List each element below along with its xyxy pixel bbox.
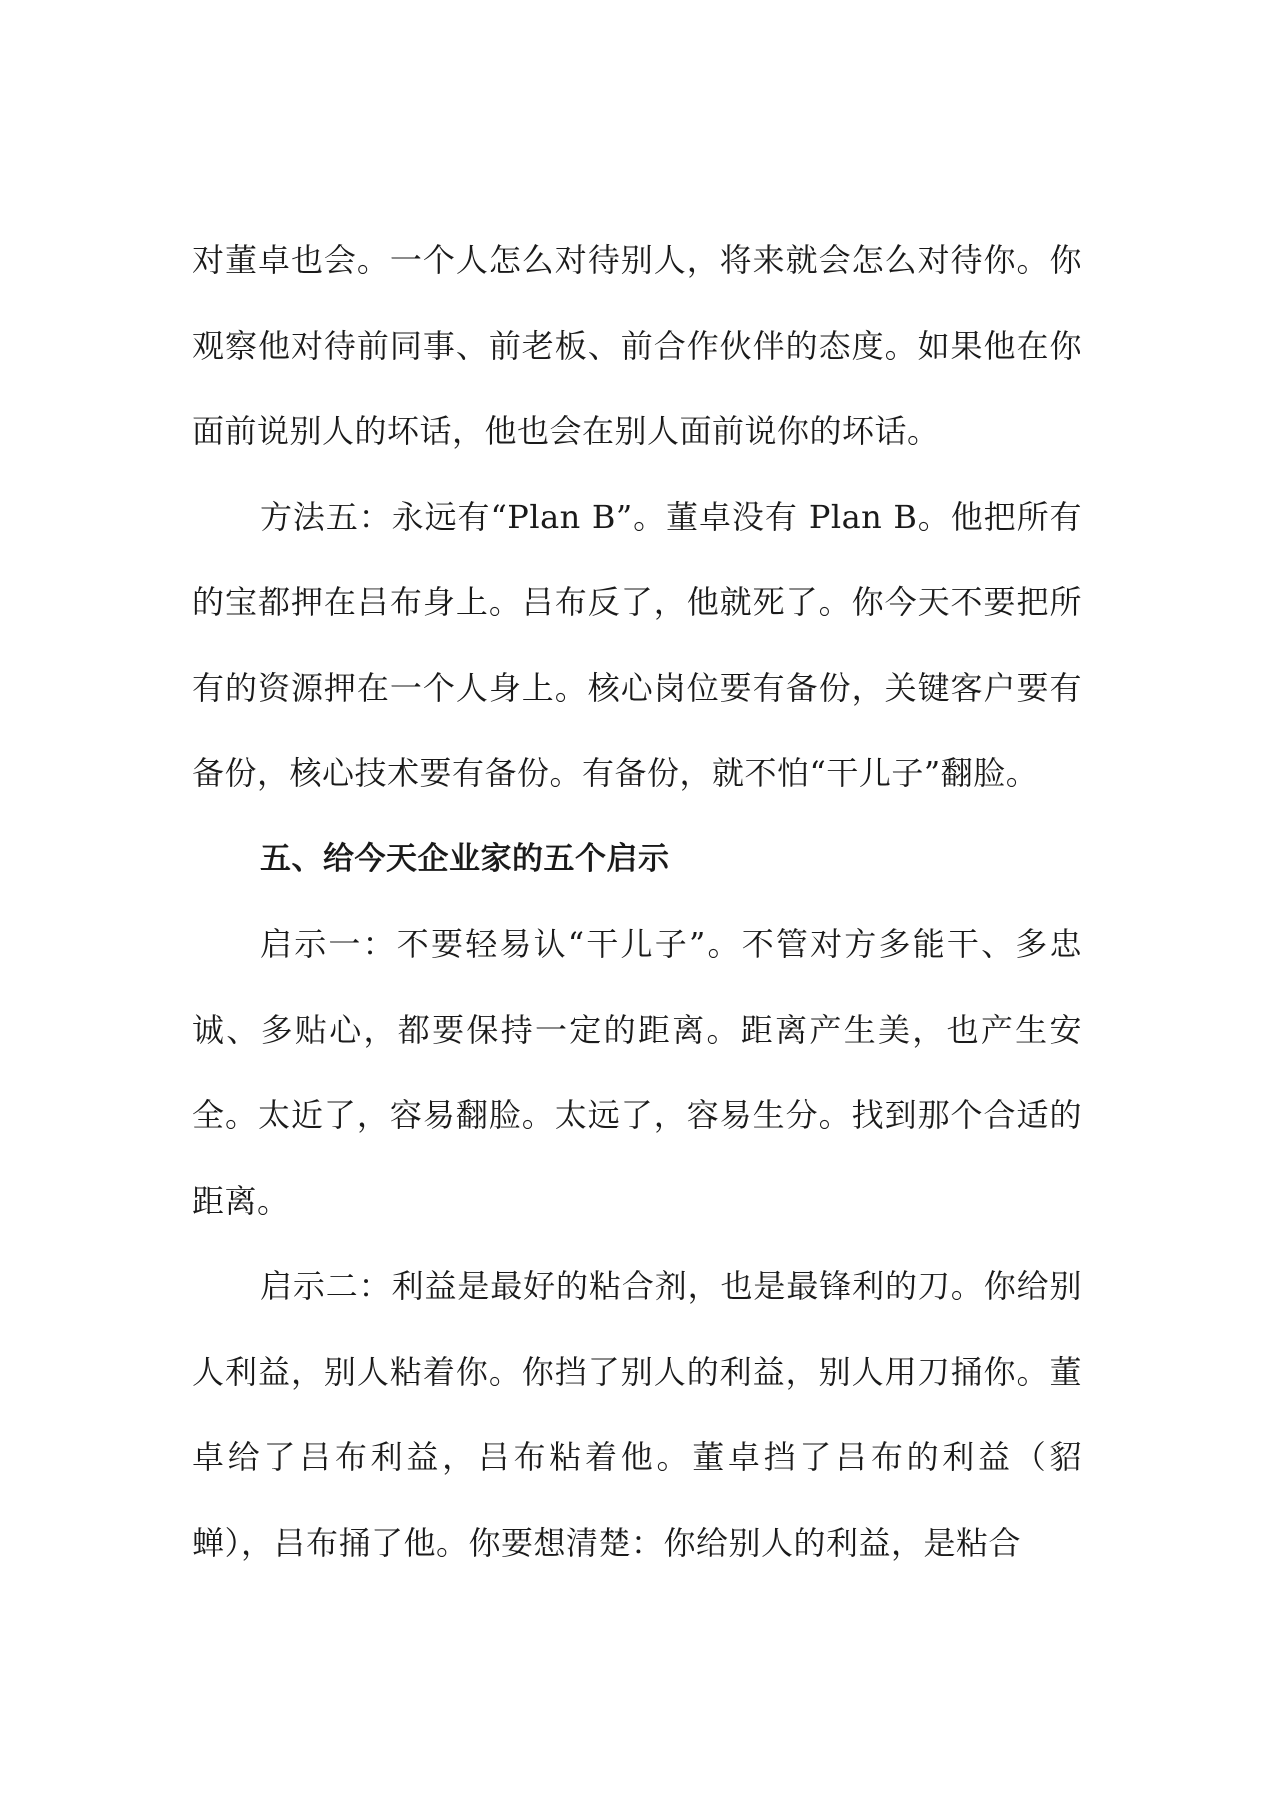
- paragraph-method-five: 方法五：永远有“Plan B”。董卓没有 Plan B。他把所有的宝都押在吕布身上。吕布反了，他就死了。你今天不要把所有的资源押在一个人身上。核心岗位要有备份，关键客户要有备份，核心技术要有备份。有备份，就不怕“干儿子”翻脸。: [192, 497, 1082, 792]
- paragraph-continuation: 对董卓也会。一个人怎么对待别人，将来就会怎么对待你。你观察他对待前同事、前老板、前合作伙伴的态度。如果他在你面前说别人的坏话，他也会在别人面前说你的坏话。: [192, 241, 1082, 450]
- section-heading-five: 五、给今天企业家的五个启示: [260, 840, 670, 877]
- document-body: [192, 218, 1082, 1586]
- paragraph-insight-two: 启示二：利益是最好的粘合剂，也是最锋利的刀。你给别人利益，别人粘着你。你挡了别人的利益，别人用刀捅你。董卓给了吕布利益，吕布粘着他。董卓挡了吕布的利益（貂蝉），吕布捅了他。你要想清楚：你给别人的利益，是粘合: [192, 1267, 1082, 1562]
- paragraph-insight-one: 启示一：不要轻易认“干儿子”。不管对方多能干、多忠诚、多贴心，都要保持一定的距离。距离产生美，也产生安全。太近了，容易翻脸。太远了，容易生分。找到那个合适的距离。: [192, 925, 1082, 1220]
